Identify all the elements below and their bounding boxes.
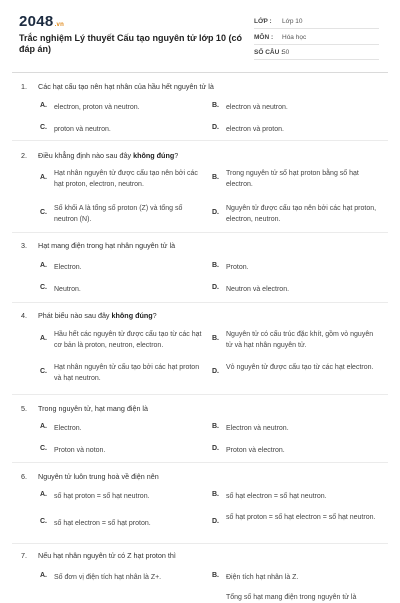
question-separator bbox=[12, 462, 388, 463]
option-label: C. bbox=[40, 368, 47, 375]
meta-grade-value: Lớp 10 bbox=[282, 18, 303, 25]
stem-text: Các hạt cấu tạo nên hạt nhân của hầu hết nguyên tử là bbox=[38, 82, 214, 91]
option-text: proton và neutron. bbox=[54, 126, 111, 133]
meta-subject-key: MÔN : bbox=[254, 34, 274, 41]
option-label: D. bbox=[212, 284, 219, 291]
option-label: B. bbox=[212, 572, 219, 579]
question-separator bbox=[12, 394, 388, 395]
option-text: Neutron. bbox=[54, 286, 81, 293]
stem-suffix: ? bbox=[174, 151, 179, 160]
question-stem bbox=[21, 551, 176, 560]
option-label: D. bbox=[212, 209, 219, 216]
question-separator bbox=[12, 232, 388, 233]
stem-text: Hạt mang điện trong hạt nhân nguyên tử là bbox=[38, 241, 176, 250]
option-label: A. bbox=[40, 335, 47, 342]
option-text: Electron. bbox=[54, 264, 82, 271]
option-label: C. bbox=[40, 124, 47, 131]
question-number: 6. bbox=[21, 472, 27, 481]
site-logo[interactable] bbox=[19, 13, 64, 30]
question-number: 1. bbox=[21, 82, 27, 91]
option-text: Hầu hết các nguyên tử được cấu tạo từ các hạt cơ bản là proton, neutron, electron. bbox=[54, 331, 202, 349]
question-stem bbox=[21, 151, 178, 160]
option-label: D. bbox=[212, 445, 219, 452]
option-label: A. bbox=[40, 423, 47, 430]
option-text: Hạt nhân nguyên tử cấu tạo bởi các hạt proton và hạt neutron. bbox=[54, 364, 200, 382]
option-text: Điện tích hạt nhân là Z. bbox=[226, 574, 299, 581]
header-divider bbox=[12, 72, 388, 73]
stem-text: Nếu hạt nhân nguyên tử có Z hạt proton thì bbox=[38, 551, 176, 560]
option-label: C. bbox=[40, 518, 47, 525]
option-text: Trong nguyên tử số hạt proton bằng số hạt electron. bbox=[226, 170, 359, 188]
option-label: B. bbox=[212, 423, 219, 430]
option-label: A. bbox=[40, 102, 47, 109]
option-text: Nguyên tử có cấu trúc đặc khít, gồm vỏ nguyên tử và hạt nhân nguyên tử. bbox=[226, 331, 374, 349]
question-stem bbox=[21, 472, 159, 481]
option-label: B. bbox=[212, 102, 219, 109]
question-number: 5. bbox=[21, 404, 27, 413]
option-label: C. bbox=[40, 209, 47, 216]
logo-main: 2048 bbox=[19, 13, 54, 30]
stem-text: Điều khẳng định nào sau đây bbox=[38, 151, 134, 160]
question-number: 7. bbox=[21, 551, 27, 560]
meta-question-count bbox=[254, 45, 379, 60]
question-stem bbox=[21, 241, 175, 250]
question-number: 3. bbox=[21, 241, 27, 250]
meta-subject bbox=[254, 30, 379, 45]
option-label: B. bbox=[212, 174, 219, 181]
option-text: Proton. bbox=[226, 264, 249, 271]
option-label: C. bbox=[40, 445, 47, 452]
option-label: D. bbox=[212, 124, 219, 131]
option-text: Neutron và electron. bbox=[226, 286, 290, 293]
option-text: electron và proton. bbox=[226, 126, 284, 133]
option-label: A. bbox=[40, 572, 47, 579]
option-text: số hạt proton = số hạt neutron. bbox=[54, 493, 150, 500]
option-text: Số đơn vị điện tích hạt nhân là Z+. bbox=[54, 574, 162, 581]
option-text: Tổng số hạt mang điện trong nguyên tử là bbox=[226, 594, 357, 601]
option-label: A. bbox=[40, 174, 47, 181]
stem-suffix: ? bbox=[152, 311, 157, 320]
stem-text: Nguyên tử luôn trung hoà về điện nên bbox=[38, 472, 159, 481]
option-text: electron, proton và neutron. bbox=[54, 104, 140, 111]
question-separator bbox=[12, 543, 388, 544]
question-number: 4. bbox=[21, 311, 27, 320]
logo-suffix: .vn bbox=[54, 22, 65, 28]
option-label: B. bbox=[212, 491, 219, 498]
meta-grade bbox=[254, 14, 379, 29]
stem-text: Phát biểu nào sau đây bbox=[38, 311, 112, 320]
meta-count-value: 50 bbox=[282, 49, 290, 56]
meta-count-key: SỐ CÂU : bbox=[254, 49, 284, 56]
question-separator bbox=[12, 302, 388, 303]
stem-emphasis: không đúng bbox=[111, 311, 153, 320]
option-text: số hạt electron = số hạt neutron. bbox=[226, 493, 327, 500]
option-text: electron và neutron. bbox=[226, 104, 288, 111]
header bbox=[0, 0, 400, 72]
option-label: D. bbox=[212, 368, 219, 375]
option-text: Electron. bbox=[54, 425, 82, 432]
option-label: A. bbox=[40, 262, 47, 269]
document-title: Trắc nghiệm Lý thuyết Cấu tạo nguyên tử lớp 10 (có đáp án) bbox=[19, 33, 242, 54]
meta-subject-value: Hóa học bbox=[282, 34, 307, 41]
option-text: Electron và neutron. bbox=[226, 425, 289, 432]
option-text: Proton và electron. bbox=[226, 447, 285, 454]
question-stem bbox=[21, 311, 157, 320]
option-text: Proton và noton. bbox=[54, 447, 106, 454]
question-stem bbox=[21, 82, 214, 91]
option-label: D. bbox=[212, 518, 219, 525]
option-text: Số khối A là tổng số proton (Z) và tổng số neutron (N). bbox=[54, 205, 183, 223]
option-label: B. bbox=[212, 335, 219, 342]
question-number: 2. bbox=[21, 151, 27, 160]
option-text: Nguyên tử được cấu tạo nên bởi các hạt proton, electron, neutron. bbox=[226, 205, 377, 223]
option-text: số hạt electron = số hạt proton. bbox=[54, 520, 151, 527]
question-stem bbox=[21, 404, 148, 413]
stem-emphasis: không đúng bbox=[133, 151, 175, 160]
option-text: Hạt nhân nguyên tử được cấu tạo nên bởi các hạt proton, electron, neutron. bbox=[54, 170, 198, 188]
option-label: A. bbox=[40, 491, 47, 498]
meta-grade-key: LỚP : bbox=[254, 18, 272, 25]
option-label: B. bbox=[212, 262, 219, 269]
option-text: số hạt proton = số hạt electron = số hạt neutron. bbox=[226, 514, 376, 521]
option-text: Vỏ nguyên tử được cấu tạo từ các hạt electron. bbox=[226, 364, 374, 371]
question-separator bbox=[12, 140, 388, 141]
option-label: C. bbox=[40, 284, 47, 291]
stem-text: Trong nguyên tử, hạt mang điện là bbox=[38, 404, 149, 413]
